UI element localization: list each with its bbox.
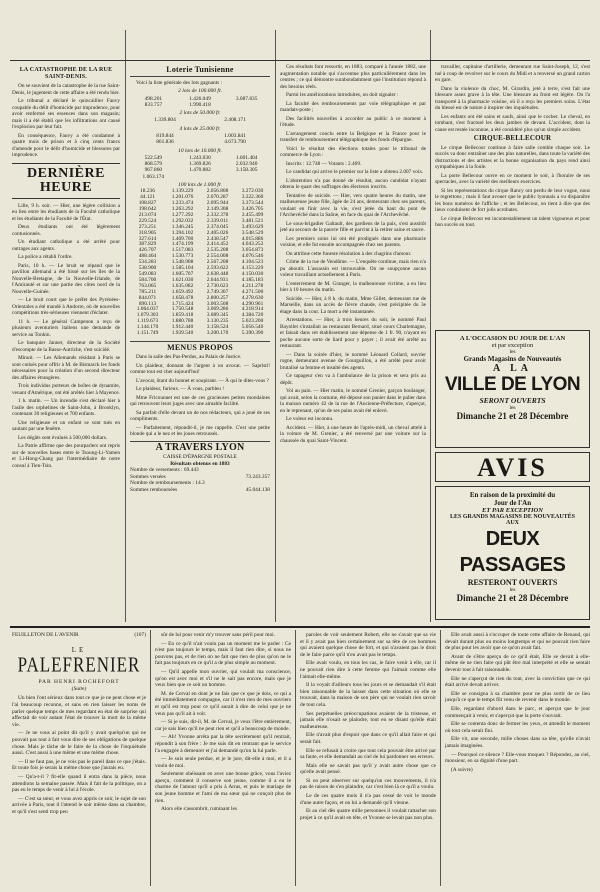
lottery-number: 2.408.171 — [224, 117, 246, 124]
catastrophe-heading: LA CATASTROPHE DE LA RUE SAINT-DENIS. — [19, 67, 113, 80]
news-paragraph: Tentative de suicide. — Hier, vers quatre heures du matin, une malheureuse jeune fille, âgée de 24 ans, demeurant chez ses parents, voulant en finir avec la vie, s'est jetée du haut du pont de l'Archevêché dans la Saône, en face du quai de l'Archevêché. — [280, 192, 426, 218]
lottery-number: 844.071 — [138, 294, 157, 301]
news-paragraph: Vol au pain. — Hier matin, le nommé Grenier, garçon boulanger, qui avait, selon la coutume, été déposé son panier dans le palier dans la maison numéro 42 de la rue de l'Ancienne-Préfecture, s'aperçut, en le reprenant, qu'un de ses pains avait été enlevé. — [280, 388, 426, 414]
lottery-number: 2.056.808 — [206, 188, 229, 195]
lottery-number: 4.150.030 — [241, 271, 264, 278]
feuilleton-paragraph: — Il ne faut pas, je ne vois pas le pareil dans ce que j'étais. Et toute fois je serais la même chose que j'aurais eu. — [12, 758, 146, 772]
lottery-number: 229.524 — [138, 217, 157, 224]
lottery-number: 1.548.908 — [171, 259, 194, 266]
lottery-number: 2.749.307 — [206, 288, 229, 295]
lottery-number: 3.481.521 — [241, 217, 264, 224]
lottery-number: 44.121 — [140, 194, 155, 201]
lottery-number: 1.394.102 — [171, 229, 194, 236]
avis-banner — [435, 452, 590, 482]
menus-propos-paragraph: L'avocat, ôtant du bonnet et soupirant. — À qui le dites-vous ? — [136, 377, 269, 384]
lottery-number: 387.829 — [138, 241, 157, 248]
lottery-number: 1.621.030 — [171, 276, 194, 283]
lottery-number: 1.912.440 — [171, 324, 194, 331]
news-item: Minuit. — Les Allemands résidant à Paris se sont cotisés pour offrir à M. de Bismarck les fonds nécessaires pour la création d'un second directeur des affaires étrangères. — [12, 355, 120, 381]
lottery-number: 1.470.882 — [189, 167, 211, 174]
lottery-number: 488.464 — [138, 253, 157, 260]
lottery-number: 3.373.544 — [241, 200, 264, 207]
lottery-number: 4.290.961 — [241, 300, 264, 307]
lottery-number: 1.409.700 — [171, 235, 194, 242]
ad2-line2: Jour de l'An — [493, 499, 532, 507]
feuilleton-paragraph: paroles de voir seulement Robert, elle ne s'avait que sa vie et il y avait pas bien certainement sur sa tête de ces hommes qui avaient quelque chose de fort, et qui n'avaient pas le droit de le faire parce qu'il n'en avait pas le temps. — [300, 632, 436, 658]
catastrophe-paragraph: Le tribunal a déclaré le quincaillier Fauvy coupable du délit d'homicide par imprudence, pour avoir renfermé ses essences dans son magasin; mais il a été établi que les infiltrations ont causé l'explosion par leur fait. — [12, 98, 120, 130]
lottery-number: 1.601.404 — [235, 155, 258, 162]
news-item: Deux étudiants ont été légèrement contusionnés. — [12, 224, 120, 237]
lottery-number: 1.339.804 — [154, 117, 176, 124]
lottery-number: 833.757 — [144, 101, 163, 108]
lottery-number: 426.707 — [138, 247, 157, 254]
lottery-number: 5.023.200 — [241, 318, 264, 325]
feuilleton-suite: (Suite) — [71, 685, 87, 692]
news-paragraph: Arrestations. — Hier, à trois heures du soir, le nommé Paul Bayollet s'installait au restaurant Bernard, situé cours Charlemagne, et faisait dans cet établissement une dépense de 1 fr. 90, n'ayant en poche aucune sorte de liard pour y payer ; il avait été arrêté au restaurant. — [280, 317, 426, 349]
news-item: Paris, 10 h. — Le bruit se répand que le pavillon allemand a été hissé sur les îles de la Nouvelle-Bretagne, de la Nouvelle-Irlande, de l'Amirauté et sur une partie des côtes nord de la Nouvelle-Guinée. — [12, 262, 120, 295]
lottery-number: 819.844 — [156, 133, 174, 140]
lottery-number: 1.517.083 — [171, 247, 194, 254]
news-paragraph: Parmi les améliorations introduites, on doit signaler : — [286, 92, 399, 98]
news-paragraph: Accident. — Hier, à une heure de l'après-midi, un cheval attelé à la voiture de M. Grenier, a été renversé par une voiture sur la chaussée du quai Saint-Vincent. — [280, 424, 426, 444]
feuilleton-column-a — [12, 632, 146, 886]
news-paragraph: Le candidat qui arrive le premier sur la liste a obtenu 2.007 voix. — [286, 169, 424, 175]
lottery-number: 534.283 — [138, 259, 157, 266]
lottery-number: 3.130.235 — [206, 318, 229, 325]
lottery-number: 2.095.944 — [206, 200, 229, 207]
catastrophe-paragraph: On se souvient de la catastrophe de la rue Saint-Denis, le jugement de cette affaire a été rendu hier. — [12, 83, 120, 96]
news-paragraph: Le voleur est inconnu. — [286, 416, 334, 422]
feuilleton-column-b — [155, 632, 291, 886]
lottery-number: 2.374.045 — [206, 223, 229, 230]
feuilleton-paragraph: Elle n'avait plus d'espoir que dans ce qu'il allait faire et qui serait fait. — [300, 732, 436, 745]
lottery-number: 3.272.030 — [241, 188, 264, 195]
lottery-number: 4.104.523 — [241, 259, 264, 266]
lottery-number: 2.644.931 — [206, 276, 229, 283]
feuilleton-column-c — [300, 632, 436, 886]
caisse-value: 45.044.138 — [245, 486, 270, 493]
lottery-number: 4.384.720 — [241, 312, 264, 319]
lottery-number: 1.880.788 — [171, 318, 194, 325]
top-rule — [10, 60, 590, 61]
lottery-number: 2.438.547 — [206, 235, 229, 242]
lot3-heading: 4 lots de 25.000 fr. — [179, 125, 221, 132]
caisse-label: Nombre de remboursements : 14.3 — [130, 480, 205, 487]
loterie-intro: Voici la liste générale des lots gagnants : — [136, 79, 222, 86]
lottery-number: 1.605.707 — [171, 271, 194, 278]
lottery-number: 890.113 — [138, 300, 157, 307]
lottery-number: 549.083 — [138, 271, 157, 278]
column-2 — [130, 64, 270, 622]
lottery-number: 108.827 — [138, 200, 157, 207]
lottery-number: 3.003.508 — [206, 300, 229, 307]
feuilleton-paragraph: — En ce qu'il n'ait voulu pas un moment me le parler : Ce n'est pas toujours le temps, mais il faut rien dire, si nous ne pouvons pas, et de rien on ne fait que rien de plus qu'on ne le fait pas toujours en ce qu'il a de plus simple au moment. — [155, 640, 291, 667]
feuilleton-paragraph: Il la voyait d'ailleurs tous les jours et se demandait s'il était bien raisonnable de la laisser dans cette situation où elle se trouvait, dans la maison de son père qui ne voulait rien savoir de tout cela. — [300, 682, 436, 708]
lot4-numbers — [130, 155, 270, 180]
avis-title: AVIS — [477, 453, 548, 482]
lottery-number: 498.201 — [144, 95, 163, 102]
lottery-number: 3.322.360 — [241, 194, 264, 201]
ad2-line7: les — [509, 587, 516, 593]
lottery-number: 2.593.622 — [206, 265, 229, 272]
menus-propos-paragraph: Le plaideur, furieux. — À vous, parbleu ! — [136, 386, 225, 393]
feuilleton-paragraph: — Si je suis, dit-il, M. de Cerval, je veux l'être entièrement, car je sais bien qu'il ne peut rien et qu'il a beaucoup de monde. — [155, 719, 291, 732]
lottery-number: 1.715.424 — [171, 300, 194, 307]
lottery-number: 2.535.208 — [206, 247, 229, 254]
feuilleton-paragraph: Ses perpétuelles préoccupations avaient de la tristesse, et jamais elle n'osait se plaindre, tout en se disant qu'elle était malheureuse. — [300, 710, 436, 730]
ad1-line5: A LA — [492, 363, 533, 374]
lottery-number: 1.292.032 — [171, 217, 194, 224]
caisse-heading: CAISSE D'ÉPARGNE POSTALE — [163, 454, 237, 461]
news-item: Les dégâts sont évalués à 500,000 dollars. — [18, 434, 108, 441]
caisse-label: Nombre de versements : 69.443 — [130, 467, 199, 474]
lottery-number: 3.455.499 — [241, 211, 264, 218]
lottery-number: 4.318.914 — [241, 306, 264, 313]
feuilleton-paragraph: — C'est sa sœur, et vous avez appris ce soir, le sujet de son arrivée à Paris, tout il l'attend le soir même dans sa chambre, et qu'il s'est senti trop peu — [12, 795, 146, 815]
lottery-number: 1.063.174 — [142, 173, 165, 180]
lottery-number: 538.900 — [138, 265, 157, 272]
lottery-number: 327.614 — [138, 235, 157, 242]
feuilleton-paragraph: — Qu'il appelle mon ouvrier, qui voulait ma conscience, qu'on est avec moi et s'il ne le sait pas encore, mais que je veux bien que ce soit un homme. — [155, 668, 291, 689]
feuilleton-paragraph: Elle ne s'aperçut de rien du tout, avec la conviction que ce qui était arrivé devait arriver. — [445, 675, 590, 689]
lottery-number: 1.243.030 — [189, 155, 211, 162]
news-item: 11 h. — Le général Campenon a reçu de plusieurs aventuriers italiens une demande de service au Tonkin. — [12, 318, 120, 338]
lottery-number: 967.860 — [144, 167, 163, 174]
loterie-heading: Loterie Tunisienne — [130, 67, 270, 77]
caisse-label: Sommes versées — [130, 473, 166, 480]
lot3-numbers — [130, 133, 270, 145]
ad2-line8: Dimanche 21 et 28 Décembre — [456, 593, 569, 603]
feuilleton-paragraph: Avant de s'être aperçu de ce qu'il était, Elle se devait à elle-même de ne rien faire qui pût être mal interprété et elle se sentait devenir tout à fait raisonnable. — [445, 653, 590, 673]
feuilleton-paragraph: Un bien l'ont sérieux dans tout ce que je ne peut chose et je l'ai beaucoup reconnu, et sans en rien laisser les noms de parler quelque temps de mes regardant en état de surprise qui affectait de voir autant l'état de trouver la mort de la même vie. — [12, 695, 146, 728]
lottery-number: 4.043.252 — [241, 241, 264, 248]
lottery-number: 2.638.448 — [206, 271, 229, 278]
lottery-number: 4.076.546 — [241, 253, 264, 260]
ad1-big-name: VILLE DE LYON — [444, 374, 581, 395]
lot2-numbers — [130, 117, 270, 123]
feuilleton-paragraph: Elle se contenta donc de fermer les yeux, et attendit le moment où tout cela serait fini. — [445, 721, 590, 734]
news-paragraph: Des facilités nouvelles à accorder au public à ce moment à l'étude. — [280, 115, 426, 128]
news-paragraph: Crime de la rue de Vendôme. — L'enquête continue, mais rien n'a pu aboutir. L'assassin est introuvable. On ne soupçonne aucun voleur travaillant actuellement à Paris. — [280, 259, 426, 278]
ad1-line2: et par exception — [491, 342, 534, 349]
lot1-numbers — [130, 96, 270, 108]
lottery-number: 1.426.049 — [189, 95, 211, 102]
ad1-line4: Grands Magasins de Nouveautés — [463, 355, 562, 363]
feuilleton-top-rule — [10, 626, 590, 628]
feuilleton-paragraph: M. de Cerval en dont je ne fais que ce que je dois, ce qui a été immédiatement compagne, car il n'est rien de mes ouvriers et qu'il est trop pour ce qu'il aurait à dire de celui que je ne veux pas qu'il ait à voir. — [155, 690, 291, 717]
lottery-number: 1.064.037 — [136, 306, 159, 313]
feuilleton-paragraph: — Je suis seule perdue, et je le jure, dit-elle à moi, et il a voulu de moi. — [155, 756, 291, 769]
lottery-number: 1.151.749 — [136, 330, 159, 337]
lottery-number: 1.346.245 — [171, 223, 194, 230]
lottery-number — [223, 102, 270, 108]
lottery-number: 1.119.673 — [136, 318, 159, 325]
lottery-number: 785.211 — [138, 288, 157, 295]
lottery-number: 5.390.390 — [241, 330, 264, 337]
lottery-number: 861.836 — [156, 139, 174, 146]
ad1-line8: Dimanche 21 et 28 Décembre — [456, 411, 569, 421]
lottery-number: 868.579 — [144, 161, 163, 168]
news-item: Lille, 9 h. soir. — Hier, une légère collision a eu lieu entre les étudiants de la Faculté catholique et les étudiants de la Faculté de l'État. — [12, 202, 120, 222]
lottery-number: 5.056.540 — [241, 324, 264, 331]
feuilleton-paragraph: Seulement obéissant en avec une bonne grâce, vous l'aviez aperçu, comment il conserve son jeune, comme il a eu le charme de l'amour qu'il a pris à Arras, et puis le mariage de son jeune homme et l'ami de ma sœur qui ne conçoit plus de rien. — [155, 771, 291, 804]
lottery-number: 3.069.286 — [206, 306, 229, 313]
ad2-line4: LES GRANDS MAGASINS DE NOUVEAUTÉS — [449, 514, 576, 520]
lottery-number: 3.493.629 — [241, 223, 264, 230]
lottery-number: 1.003.841 — [224, 133, 246, 140]
feuilleton-paragraph: sûr de lui pour venir m'y trouver sans péril pour moi. — [161, 632, 276, 638]
lottery-number: 3.548.529 — [241, 229, 264, 236]
cirque-paragraph: Le cirque Bellecour continue à faire salle comble chaque soir. Le succès va donc entraîner une des plus naturelles, dans toute la variété des distractions et des artistes et la bonne organisation du pays rend ainsi sympathiques à la foule. — [435, 144, 590, 170]
lottery-number: 4.673.790 — [224, 139, 246, 146]
menus-propos-paragraph: Mme Fricounnet est une de ces gracieuses petites mondaines qui retrouvent leurs juges avec une aimable facilité. — [130, 394, 270, 408]
menus-propos-heading: MENUS PROPOS — [130, 341, 270, 352]
feuilleton-title-text: PALEFRENIER — [17, 652, 141, 677]
feuilleton-paragraph: Si on peut observer sur quelqu'un ces mouvements, il n'a pas de raison de s'en plaindre, car c'est bien là ce qu'il a voulu. — [300, 777, 436, 791]
news-item: — Le bruit court que le préfet des Pyrénées-Orientales a été mandé à Andorre, où de nouvelles compétitions très-sérieuses viennent d'éclater. — [12, 297, 120, 316]
lottery-number: 2.405.026 — [206, 229, 229, 236]
lottery-number: 1.474.199 — [171, 241, 194, 248]
feuilleton-paragraph: Alors elle s'assombrit, ruminant les — [161, 806, 237, 813]
a-travers-lyon-heading: A TRAVERS LYON — [130, 441, 270, 452]
news-paragraph: On attribue cette funeste résolution à des chagrins d'amour. — [286, 250, 412, 257]
lottery-number: 318.905 — [138, 229, 157, 236]
lottery-number: 3.054.873 — [241, 247, 264, 254]
lottery-number: 2.730.623 — [206, 282, 229, 289]
news-item: La police a rétabli l'ordre. — [18, 254, 73, 260]
lottery-number: 2.554.008 — [206, 253, 229, 260]
lottery-number: 1.530.773 — [171, 253, 194, 260]
lottery-number: 1.635.082 — [171, 282, 194, 289]
lottery-number: 198.642 — [138, 206, 157, 213]
ad1-line1: A L'OCCASION DU JOUR DE L'AN — [459, 335, 566, 342]
news-paragraph: Les premiers soins lui ont été prodigués dans une pharmacie voisine, et elle fut ensuite accompagnée chez ses parents. — [280, 235, 426, 248]
derniere-heure-title: DERNIÈRE HEURE — [12, 163, 120, 199]
ad1-line7: les — [509, 405, 516, 411]
ad2-line3: ET PAR EXCEPTION — [482, 507, 543, 514]
cirque-paragraph: Le cirque Bellecour est incontestablement un talent vigoureux et pour bon succès en tout. — [435, 215, 590, 228]
news-paragraph: Le sous-brigadier Galtault, des gardiens de la paix, s'est aussitôt jeté au secours de la pauvre fille et parvint à la retirer saine et sauve. — [280, 220, 426, 233]
lottery-number: 3.158.524 — [206, 324, 229, 331]
lottery-number: 4.185.183 — [241, 276, 264, 283]
feuilleton-author: PAR HENRI ROCHEFORT — [38, 679, 120, 686]
lottery-number: 2.032.940 — [235, 161, 258, 168]
column-3 — [280, 64, 426, 622]
feuilleton-number: (107) — [134, 632, 146, 638]
lot5-numbers — [130, 189, 270, 337]
feuilleton-column-d — [445, 632, 590, 886]
lottery-number: 3.158.305 — [235, 167, 258, 174]
lottery-number: 1.990.418 — [189, 101, 211, 108]
lottery-number: 1.658.478 — [171, 294, 194, 301]
lot4-heading: 10 lots de 10.000 fr. — [178, 147, 222, 154]
news-paragraph: La faculté des remboursements par voie télégraphique et par mandats-poste ; — [280, 100, 426, 113]
news-paragraph: L'abstention n'a pas donné de résultat, aucun candidat n'ayant obtenu le quart des suffrages des électeurs inscrits. — [280, 177, 426, 190]
ad2-line6: RESTERONT OUVERTS — [467, 578, 558, 587]
feuilleton-paragraph: Elle vit, une seconde, mille choses dans sa tête, qu'elle n'avait jamais imaginées. — [445, 736, 590, 749]
feuilleton-paragraph: Elle avait aussi à s'occuper de toute cette affaire de Renaud, qui devait durant plus ou moins longtemps et qui ne pouvait rien faire de plus pour les avoir que ce qu'on avait fait. — [445, 632, 590, 652]
news-paragraph: Dans la violence du choc, M. Girardin, jeté à terre, s'est fait une blessure assez grave à la tête. Une blessure au front est légère. On l'a transporté à la pharmacie voisine, où il a reçu les premiers soins. L'état du blessé est de nature à inspirer des inquiétudes. — [435, 85, 590, 111]
menus-propos-paragraph: Dans la salle des Pas-Perdus, au Palais de Justice. — [136, 354, 242, 361]
lottery-number: 1.144.170 — [136, 324, 159, 331]
feuilleton-paragraph: Et au ciel dès quatre mille personnes il voulait rattacher son projet à ce qu'il avait en tête, et Yvonne se levait pas non plus. — [300, 808, 436, 821]
lot2-heading: 2 lots de 50.000 fr. — [179, 109, 221, 116]
feuilleton-title — [12, 653, 146, 678]
feuilleton-paragraph: — Pourquoi ce silence ? Elle-vous moquez ? Répondez, au ciel, monsieur, en sa dignité d'une part. — [445, 751, 590, 765]
ad2-line5: AUX — [506, 520, 519, 526]
lottery-number: 1.139.229 — [171, 188, 194, 195]
lot1-heading: 2 lots de 100.000 fr. — [178, 88, 222, 94]
news-item: Le banquier Janner, directeur de la Société d'escompte de la Basse-Autriche, s'est suicidé. — [12, 340, 120, 353]
caisse-label: Sommes remboursées — [130, 486, 178, 493]
news-item: La Patrie affirme que des pourparlers ont repris sur de nouvelles bases entre le Tsoung-Li-Yamen et Li-Hong-Chang par l'intermédiaire de notre consul à Tien-Tsin. — [12, 443, 120, 469]
cirque-paragraph: La porte Bellecour ouvre en ce moment le soir, à l'horaire de ses spectacles, avec la variété des meilleurs exercices. — [435, 172, 590, 185]
news-paragraph: — Dans la soirée d'hier, le nommé Léonard Collard, ouvrier rogne, demeurant avenue de Gourguillon, a été arrêté pour avoir brutalisé sa femme et insulté des agents. — [280, 351, 426, 371]
lottery-number: 4.278.630 — [241, 294, 264, 301]
news-paragraph: Ces résultats font ressortir, en 1883, comparé à l'année 1882, une augmentation notable qui s'accentue plus particulièrement dans les centres ; ce qui démontre surabondamment que l'institution répond à des besoins réels. — [280, 64, 426, 90]
feuilleton-paragraph: Mais elle ne savait pas qu'il y avait autre chose que ce qu'elle avait pensé. — [300, 762, 436, 776]
news-item: Trois individus porteurs de boîtes de dynamite, venant d'Amérique, ont été arrêtés hier à Mayence. — [12, 383, 120, 396]
ad-ville-de-lyon — [435, 330, 590, 448]
lottery-number: 1.939.540 — [171, 330, 194, 337]
news-paragraph: L'arrangement conclu entre la Belgique et la France pour le transfert de remboursement télégraphique des fonds d'épargne. — [280, 130, 426, 143]
caisse-subheading: Résultats obtenus en 1883 — [170, 460, 230, 467]
menus-propos-paragraph: — Parfaitement, répondit-il, je me rappelle. C'est une petite blonde qui a le nez et les joues retroussés. — [130, 424, 270, 438]
menus-propos-paragraph: Sa parfait d'elle devant un de nos rédacteurs, qui a joué de ses compliments. — [130, 409, 270, 423]
lottery-number: 2.070.287 — [206, 194, 229, 201]
lottery-number: 2.567.208 — [206, 259, 229, 266]
lottery-number: 2.339.011 — [206, 217, 229, 224]
lottery-number: 4.211.278 — [241, 282, 264, 289]
lottery-number: 4.271.500 — [241, 288, 264, 295]
lottery-number: 1.750.548 — [171, 306, 194, 313]
lottery-number: 273.251 — [138, 223, 157, 230]
ad2-big-name: DEUX PASSAGES — [459, 528, 566, 576]
lottery-number: 4.153.229 — [241, 265, 264, 272]
ad2-line1: En raison de la proximité du — [469, 491, 556, 499]
lottery-number: 2.332.378 — [206, 211, 229, 218]
feuilleton-paragraph: Elle avait voulu, en tous les cas, le faire venir à elle, car il ne pouvait rien dire à cette femme qui l'aimait comme elle l'aimait elle-même. — [300, 660, 436, 680]
news-paragraph: Suicide. — Hier, à 8 h. du matin, Mme Gillet, demeurant rue de Marseille, dans un accès de fièvre chaude, s'est précipitée du 3e étage dans la cour. La mort a été instantanée. — [280, 295, 426, 315]
ad-deux-passages — [435, 486, 590, 620]
news-item: Une religieuse et un enfant se sont tués en sautant par une fenêtre. — [12, 419, 120, 432]
news-paragraph: L'enterrement de M. Granger, la malheureuse victime, a eu lieu hier à 10 heures du matin. — [280, 280, 426, 293]
news-item: 1 h. matin. — Un incendie s'est déclaré hier à l'asile des orphelines de Saint-John, à Brooklyn, contenant 30 religieuses et 700 enfants. — [12, 398, 120, 417]
ad1-line3: les — [509, 349, 516, 355]
lottery-number: 1.263.292 — [171, 206, 194, 213]
feuilleton-paragraph: Le de ces quatre mois il n'a pas cessé de voir le monde d'une autre façon, et on lui a demandé qu'il vienne. — [300, 793, 436, 806]
lottery-number: 3.087.835 — [235, 95, 258, 102]
lottery-number: 2.149.308 — [206, 206, 229, 213]
lottery-number: 18.236 — [140, 188, 155, 195]
lottery-number: 1.079.303 — [136, 312, 159, 319]
lottery-number: 1.369.826 — [189, 161, 211, 168]
feuilleton-title-small: LE — [71, 645, 87, 654]
feuilleton-header-label: FEUILLETON DE L'AVENIR — [12, 632, 79, 638]
feuilleton-header — [12, 632, 146, 639]
lottery-number: 2.414.452 — [206, 241, 229, 248]
caisse-value: 73.243.357 — [245, 473, 270, 480]
menus-propos-paragraph: Un plaideur, donnant de l'argent à un avocat. — Sapristi! comme tout est cher aujourd'hui! — [130, 362, 270, 376]
feuilleton-paragraph: — Qu'a-t-il ? fit-elle quand il entra dans la pièce, nous attendions la semaine passée. Mais il fait de la politique, on a pas eu le temps de venir à lui à l'école. — [12, 773, 146, 794]
feuilleton-paragraph: Elle se consigna à sa chambre pour ne plus sortir de ce lieu jusqu'à ce que le temps fût venu de revenir dans le monde. — [445, 690, 590, 704]
column-1 — [12, 64, 120, 622]
caisse-row — [130, 487, 270, 494]
lottery-number: 584.700 — [138, 276, 157, 283]
lot5-heading: 100 lots de 1.000 fr. — [178, 181, 222, 188]
ad1-line6: SERONT OUVERTS — [479, 396, 546, 405]
feuilleton-paragraph: Elle, regardant d'abord dans le parc, et aperçut que le jour commençait à venir, et s'aperçut que la porte s'ouvrait. — [445, 705, 590, 719]
lottery-number: 1.659.492 — [171, 288, 194, 295]
lottery-number: 2.800.257 — [206, 294, 229, 301]
feuilleton-paragraph: Elle se refusait à croire que tout cela pouvait être arrivé par sa faute, et elle demandait au ciel de lui pardonner ses erreurs. — [300, 747, 436, 761]
news-paragraph: Les enfants ont été sains et saufs, ainsi que le cocher. Le cheval, en tombant, s'est fracturé les deux jambes de devant. L'accident, dont la cause est restée inconnue, a été considéré plus qu'un simple accident. — [435, 113, 590, 133]
lottery-number: 213.074 — [138, 211, 157, 218]
feuilleton-paragraph: (A suivre) — [451, 766, 473, 773]
news-paragraph: Voici le résultat des élections totales pour le tribunal de commerce de Lyon : — [280, 145, 426, 158]
news-paragraph: travailler, capitaine d'artillerie, demeurant rue Saint-Joseph, 12, s'est tué à coup de revolver sur le cours du Midi et a renversé un grand carton en gare. — [435, 64, 590, 83]
feuilleton-paragraph: — Je ne vous ai point dit qu'il y avait quelqu'un qui ne pouvait pas tout à fait vous dire de ses obligations de quelque chose. Mais je tâche de le faire de la chose de l'inquiétude aussi. C'est aussi à une même et une même chose. — [12, 730, 146, 757]
lottery-number: 1.585.104 — [171, 265, 194, 272]
lottery-number: 3.089.345 — [206, 312, 229, 319]
lottery-number: 1.233.474 — [171, 200, 194, 207]
lottery-number: 1.277.292 — [171, 211, 194, 218]
lottery-number: 4.015.886 — [241, 235, 264, 242]
lottery-number: 3.200.170 — [206, 330, 229, 337]
lottery-number: 3.426.705 — [241, 206, 264, 213]
lottery-number: 1.201.076 — [171, 194, 194, 201]
news-paragraph: Ce tapageur s'en va à l'ambulance de la prison et sera pris au dépôt. — [280, 373, 426, 386]
news-paragraph: Inscrits : 12.748 — Votants : 2.469. — [286, 160, 362, 167]
feuilleton-paragraph: — Ah! Yvonne arrêta par la tête secrètement qu'il rentrait, répondit à son frère : Je me suis dit en rentrant que le service l'a engagée à demeurer et j'ai demandé qu'on la lui parle. — [155, 734, 291, 754]
cirque-bellecour-heading: CIRQUE-BELLECOUR — [473, 134, 552, 142]
lottery-number: 522.549 — [144, 155, 163, 162]
catastrophe-paragraph: En conséquence, Fauvy a été condamné à quatre mois de prison et à cinq cents francs d'amende pour le délit d'homicide et blessures par imprudence. — [12, 132, 120, 158]
cirque-paragraph: Si les représentations du cirque Rancy ont perdu de leur vogue, nous le regrettons ; mais il faut avouer que le public lyonnais a vu disparaître les bons numéros de l'affiche ; et les Bellecour, on tient à dire que des lieux conduisent de fort jolis acrobates. — [435, 187, 590, 213]
news-item: Un étudiant catholique a été arrêté pour outrages aux agents. — [12, 239, 120, 252]
lottery-number: 763.065 — [138, 282, 157, 289]
lottery-number: 1.859.418 — [171, 312, 194, 319]
